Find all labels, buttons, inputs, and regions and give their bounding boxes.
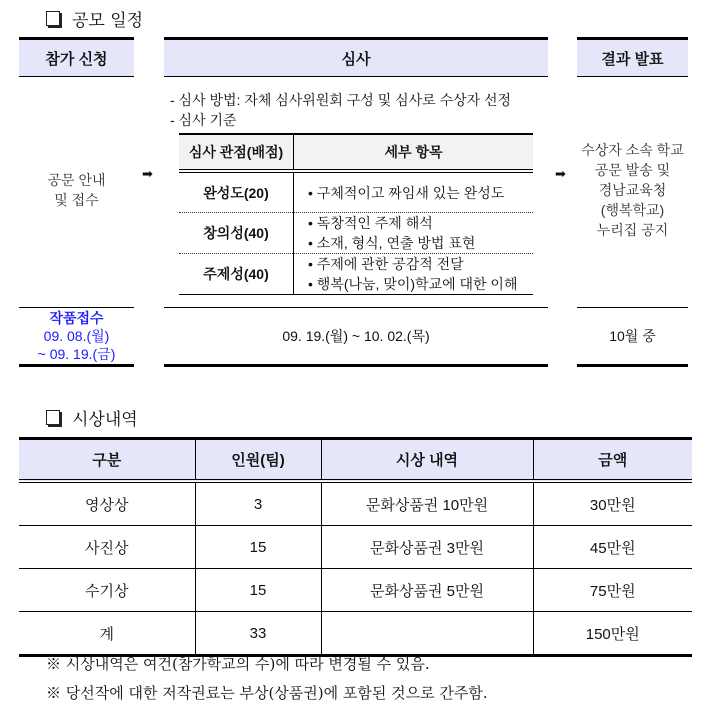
result-body-line: (행복학교): [600, 202, 665, 218]
criteria-item: • 소재, 형식, 연출 방법 표현: [308, 235, 476, 251]
result-body-line: 경남교육청: [598, 182, 667, 198]
criteria-row: [179, 171, 533, 213]
criteria-item: • 행복(나눔, 맞이)학교에 대한 이해: [308, 276, 518, 292]
cell-amount: 150만원: [533, 612, 692, 656]
cell-category: 수기상: [19, 569, 195, 612]
apply-header: 참가 신청: [19, 37, 134, 77]
review-criteria-label: - 심사 기준: [170, 112, 237, 128]
criteria-aspect: 주제성(40): [179, 254, 294, 295]
schedule-title-text: 공모 일정: [72, 11, 144, 31]
result-body: [577, 140, 688, 240]
apply-body-line: 및 접수: [54, 192, 99, 208]
cell-count: 33: [195, 612, 321, 656]
apply-body-line: 공문 안내: [47, 172, 106, 188]
review-method: - 심사 방법: 자체 심사위원회 구성 및 심사로 수상자 선정: [170, 92, 512, 108]
result-body-line: 누리집 공지: [596, 222, 669, 238]
awards-header-category: 구분: [19, 439, 195, 482]
criteria-item: • 주제에 관한 공감적 전달: [308, 256, 464, 272]
review-period: 09. 19.(월) ~ 10. 02.(목): [164, 307, 548, 367]
note-2: ※ 당선작에 대한 저작권료는 부상(상품권)에 포함된 것으로 간주함.: [46, 684, 488, 702]
criteria-row: [179, 254, 533, 295]
checkbox-square-icon: [46, 410, 60, 425]
arrow-right-icon: ➡: [142, 166, 153, 181]
cell-count: 15: [195, 526, 321, 569]
awards-header-prize: 시상 내역: [321, 439, 533, 482]
cell-category: 사진상: [19, 526, 195, 569]
cell-prize: 문화상품권 10만원: [321, 481, 533, 526]
table-row: [19, 569, 692, 612]
cell-amount: 75만원: [533, 569, 692, 612]
criteria-header-items: 세부 항목: [294, 134, 534, 171]
cell-amount: 30만원: [533, 481, 692, 526]
result-header: 결과 발표: [577, 37, 688, 77]
table-row: [19, 526, 692, 569]
period-line: 09. 08.(월): [43, 328, 110, 344]
cell-prize: 문화상품권 3만원: [321, 526, 533, 569]
apply-period: [19, 307, 134, 367]
criteria-row: [179, 213, 533, 254]
criteria-item: • 독창적인 주제 해석: [308, 215, 433, 231]
criteria-item: • 구체적이고 짜임새 있는 완성도: [308, 184, 505, 201]
result-period: 10월 중: [577, 307, 688, 367]
review-header: 심사: [164, 37, 548, 77]
awards-header-amount: 금액: [533, 439, 692, 482]
table-row-total: [19, 612, 692, 656]
criteria-table: [179, 133, 533, 295]
result-body-line: 공문 발송 및: [594, 162, 671, 178]
awards-header-count: 인원(팀): [195, 439, 321, 482]
cell-amount: 45만원: [533, 526, 692, 569]
period-line: ~ 09. 19.(금): [37, 346, 116, 362]
cell-count: 3: [195, 481, 321, 526]
awards-table: [19, 437, 692, 657]
period-label: 작품접수: [49, 310, 104, 326]
criteria-aspect: 창의성(40): [179, 213, 294, 254]
table-row: [19, 481, 692, 526]
checkbox-square-icon: [46, 11, 60, 26]
awards-title-text: 시상내역: [72, 410, 138, 430]
arrow-right-icon: ➡: [555, 166, 566, 181]
awards-section-title: [46, 405, 138, 430]
criteria-header-aspect: 심사 관점(배점): [179, 134, 294, 171]
criteria-aspect: 완성도(20): [179, 171, 294, 213]
cell-category: 계: [19, 612, 195, 656]
schedule-section-title: [46, 6, 143, 31]
result-body-line: 수상자 소속 학교: [581, 142, 684, 158]
cell-prize: [321, 612, 533, 656]
cell-category: 영상상: [85, 496, 129, 514]
note-1: ※ 시상내역은 여건(참가학교의 수)에 따라 변경될 수 있음.: [46, 655, 430, 673]
cell-prize: 문화상품권 5만원: [321, 569, 533, 612]
cell-count: 15: [195, 569, 321, 612]
apply-body: [19, 170, 134, 210]
